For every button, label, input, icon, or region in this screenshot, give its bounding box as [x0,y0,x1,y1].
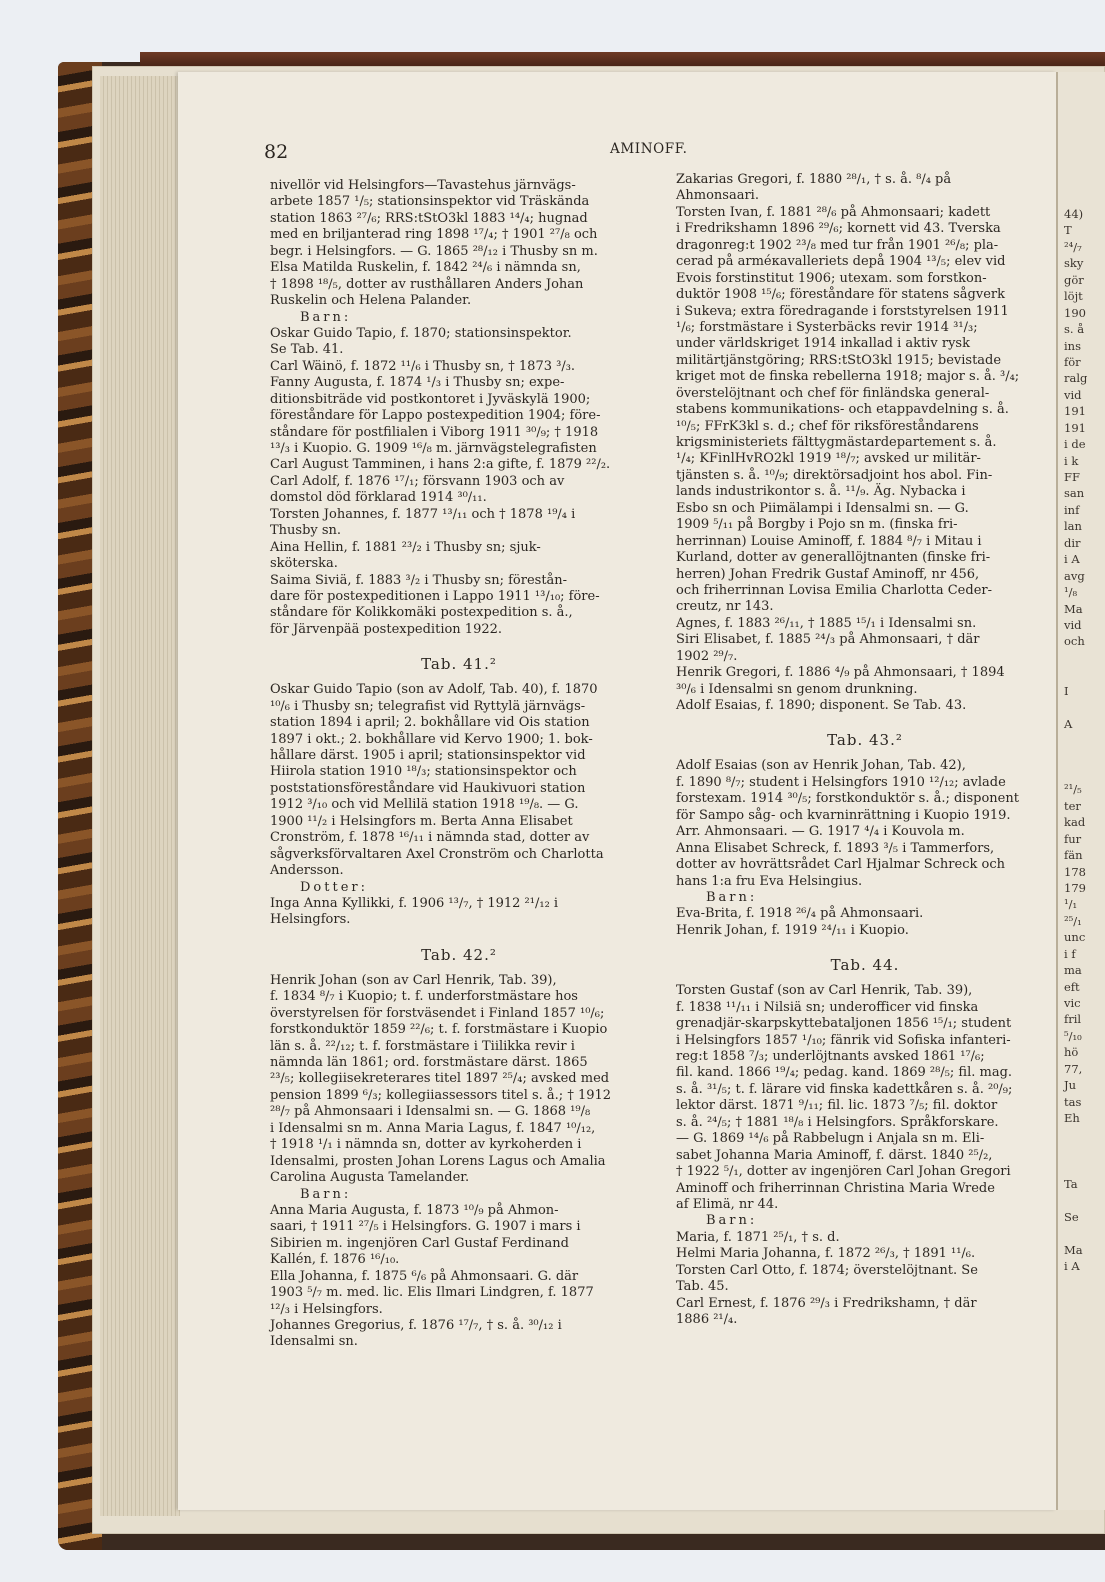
page-number: 82 [264,141,289,163]
text-line: i Idensalmi sn m. Anna Maria Lagus, f. 1847 ¹⁰/₁₂, [270,1120,596,1136]
text-line: Ruskelin och Helena Palander. [270,293,472,309]
text-line: hans 1:a fru Eva Helsingius. [676,873,863,889]
text-line: forstkonduktör 1859 ²²/₆; t. f. forstmästare i Kuopio [270,1022,608,1038]
facing-page-fragment-line: ²⁵/₁ [1064,913,1082,928]
facing-page-fragment-line: vid [1064,617,1082,632]
facing-page-fragment-line [1064,1192,1105,1208]
facing-page-fragment-line: Se [1064,1209,1079,1224]
facing-page-fragment-line: fur [1064,831,1082,846]
tab41-entries [270,682,648,929]
text-line: Hiirola station 1910 ¹⁸/₃; stationsinspektor och [270,764,577,780]
page-edges [100,76,180,1516]
text-line: Kurland, dotter av generallöjtnanten (finske fri- [676,550,991,566]
text-line: tjänsten s. å. ¹⁰/₉; direktörsadjoint hos abol. Fin- [676,467,993,483]
text-line: Saima Siviä, f. 1883 ³/₂ i Thusby sn; förestån- [270,572,568,588]
facing-page-fragment-line: fän [1064,848,1083,863]
facing-page-fragment-line [1064,732,1105,748]
text-line: Henrik Johan, f. 1919 ²⁴/₁₁ i Kuopio. [676,922,909,938]
text-line: reg:t 1858 ⁷/₃; underlöjtnants avsked 1861 ¹⁷/₆; [676,1049,985,1064]
facing-page-fragment-line [1064,666,1105,682]
facing-page-fragment-line: ¹/₁ [1064,897,1078,912]
facing-page-fragment-line: i de [1064,437,1086,452]
text-line: 1902 ²⁹/₇. [676,648,738,664]
facing-page-fragment-line: ma [1064,963,1082,978]
facing-page-fragment-line: ⁵/₁₀ [1064,1028,1082,1043]
facing-page-fragment-line: dir [1064,535,1081,550]
text-line: under världskriget 1914 inkallad i aktiv rysk [676,336,970,352]
facing-page-fragment-line: 44) [1064,207,1084,221]
text-line: cerad på arméкavalleriets depå 1904 ¹³/₅; elev vid [676,254,1006,270]
text-line: Sibirien m. ingenjören Carl Gustaf Ferdinand [270,1235,569,1251]
facing-page-fragment-line: för [1064,354,1081,369]
running-head: AMINOFF. [610,141,688,157]
facing-page-fragment-line: sky [1064,256,1084,271]
text-line: Torsten Gustaf (son av Carl Henrik, Tab. 39), [676,983,973,999]
facing-page-fragment-line: san [1064,486,1085,501]
facing-page-fragment-line: unc [1064,930,1086,945]
text-line: Idensalmi sn. [270,1334,358,1350]
text-line: Aina Hellin, f. 1881 ²³/₂ i Thusby sn; sjuk- [270,539,541,555]
facing-page-fragment-line [1064,1143,1105,1159]
facing-page-fragment-line: Ma [1064,1242,1083,1257]
text-line: i Fredrikshamn 1896 ²⁹/₆; kornett vid 43. Tverska [676,221,1001,237]
text-line: län s. å. ²²/₁₂; t. f. forstmästare i Tiilikka revir i [270,1038,575,1054]
text-line: dotter av hovrättsrådet Carl Hjalmar Schreck och [676,857,1005,873]
text-line: Eva-Brita, f. 1918 ²⁶/₄ på Ahmonsaari. [676,906,924,922]
text-line: f. 1890 ⁸/₇; student i Helsingfors 1910 ¹²/₁₂; avlade [676,774,1006,790]
facing-page-fragment-line: ¹/₈ [1064,585,1078,600]
text-line: ditionsbiträde vid postkontoret i Jyväskylä 1900; [270,391,591,407]
facing-page-fragment-line: 178 [1064,864,1086,879]
text-line: 1886 ²¹/₄. [676,1312,738,1327]
text-line: Arr. Ahmonsaari. — G. 1917 ⁴/₄ i Kouvola m. [676,824,965,840]
text-line: ³⁰/₆ i Idensalmi sn genom drunkning. [676,681,918,697]
text-line: krigsministeriets fälttygmästardepartement s. å. [676,435,997,450]
left-column [270,178,648,1351]
text-line: Carolina Augusta Tamelander. [270,1170,470,1186]
text-line: Barn: [300,1186,352,1202]
text-line: 1912 ³/₁₀ och vid Mellilä station 1918 ¹⁹/₈. — G. [270,797,579,813]
text-line: Evois forstinstitut 1906; utexam. som forstkon- [676,270,987,286]
facing-page-fragment-line: i A [1064,552,1080,567]
facing-page-fragment-line: och [1064,634,1085,649]
text-line: Kallén, f. 1876 ¹⁶/₁₀. [270,1252,400,1268]
text-line: Torsten Carl Otto, f. 1874; överstelöjtnant. Se [676,1262,978,1278]
text-line: ²³/₅; kollegiisekreterares titel 1897 ²⁵/₄; avsked med [270,1071,610,1087]
text-line: Fanny Augusta, f. 1874 ¹/₃ i Thusby sn; expe- [270,375,565,391]
text-line: ¹⁰/₅; FFrK3kl s. d.; chef för riksföreståndarens [676,418,979,434]
text-line: Barn: [300,309,352,325]
text-line: Idensalmi, prosten Johan Lorens Lagus och Amalia [270,1153,606,1169]
text-line: i Helsingfors 1857 ¹/₁₀; fänrik vid Sofiska infanteri- [676,1032,1011,1048]
text-line: s. å. ³¹/₅; t. f. lärare vid finska kadettkåren s. å. ²⁰/₉; [676,1081,1013,1097]
facing-page-fragment-line: vic [1064,996,1081,1010]
text-line: herren) Johan Fredrik Gustaf Aminoff, nr 456, [676,566,980,582]
text-line: creutz, nr 143. [676,599,774,615]
text-line: överstyrelsen för forstväsendet i Finland 1857 ¹⁰/₆; [270,1005,605,1021]
text-line: Adolf Esaias (son av Henrik Johan, Tab. 42), [676,758,966,774]
facing-page-fragment-line: s. å [1064,322,1085,337]
tab41-heading: Tab. 41.² [421,655,497,674]
tab43-heading: Tab. 43.² [827,731,903,750]
text-line: ståndare för Kolikkomäki postexpedition s. å., [270,605,573,621]
facing-page-fragment-line: löjt [1064,289,1083,304]
text-line: † 1922 ⁵/₁, dotter av ingenjören Carl Johan Gregori [676,1164,1011,1180]
text-line: Esbo sn och Piimälampi i Idensalmi sn. — G. [676,500,969,516]
text-line: Carl Wäinö, f. 1872 ¹¹/₆ i Thusby sn, † 1873 ³/₃. [270,358,576,374]
facing-page-fragment-line: ralg [1064,371,1088,386]
text-line: domstol död förklarad 1914 ³⁰/₁₁. [270,490,487,506]
text-line: överstelöjtnant och chef för finländska general- [676,385,990,401]
text-line: Inga Anna Kyllikki, f. 1906 ¹³/₇, † 1912 ²¹/₁₂ i [270,895,559,911]
right-column-entries [676,172,1054,714]
text-line: nivellör vid Helsingfors—Tavastehus järnvägs- [270,178,576,193]
text-line: Oskar Guido Tapio (son av Adolf, Tab. 40), f. 1870 [270,682,598,698]
cover-top-edge [140,52,1105,66]
text-line: herrinnan) Louise Aminoff, f. 1884 ⁸/₇ i Mitau i [676,533,982,549]
text-line: Anna Maria Augusta, f. 1873 ¹⁰/₉ på Ahmon- [270,1202,559,1218]
text-line: Thusby sn. [270,523,342,539]
facing-page-fragment-line: Eh [1064,1111,1080,1126]
text-line: † 1918 ¹/₁ i nämnda sn, dotter av kyrkoherden i [270,1137,582,1153]
text-line: pension 1899 ⁶/₃; kollegiiassessors titel s. å.; † 1912 [270,1087,612,1103]
text-line: begr. i Helsingfors. — G. 1865 ²⁸/₁₂ i Thusby sn m. [270,243,598,259]
facing-page-fragment-line [1064,699,1105,715]
text-line: sköterska. [270,556,338,572]
text-line: ²⁸/₇ på Ahmonsaari i Idensalmi sn. — G. 1868 ¹⁹/₈ [270,1104,591,1120]
tab42-entries [270,973,648,1351]
text-line: och friherrinnan Lovisa Emilia Charlotta Ceder- [676,582,992,598]
facing-page-fragment-line: 191 [1064,420,1086,435]
text-line: Torsten Ivan, f. 1881 ²⁸/₆ på Ahmonsaari; kadett [676,204,991,220]
facing-page-fragment-line [1064,1225,1105,1241]
text-line: ¹²/₃ i Helsingfors. [270,1301,383,1317]
facing-page-fragment [1056,72,1105,1510]
facing-page-fragment-line: kad [1064,815,1086,830]
tab44-entries [676,983,1054,1328]
left-column-entries [270,178,648,638]
facing-page-fragment-line: gör [1064,272,1084,287]
text-line: Andersson. [270,863,344,879]
text-line: Henrik Gregori, f. 1886 ⁴/₉ på Ahmonsaari, † 1894 [676,665,1005,681]
text-line: Carl Adolf, f. 1876 ¹⁷/₁; försvann 1903 och av [270,473,565,489]
text-line: Johannes Gregorius, f. 1876 ¹⁷/₇, † s. å. ³⁰/₁₂ i [270,1318,562,1333]
text-line: Cronström, f. 1878 ¹⁶/₁₁ i nämnda stad, dotter av [270,830,590,846]
text-line: för Sampo såg- och kvarninrättning i Kuopio 1919. [676,807,1011,823]
text-line: dragonreg:t 1902 ²³/₈ med tur från 1901 ²⁶/₈; pla- [676,237,999,253]
facing-page-fragment-line: ins [1064,338,1081,353]
text-line: Dotter: [300,879,368,895]
facing-page-fragment-line: i f [1064,946,1076,961]
facing-page-fragment-line [1064,1127,1105,1143]
text-line: Se Tab. 41. [270,342,344,358]
text-line: Anna Elisabet Schreck, f. 1893 ³/₅ i Tammerfors, [676,840,995,856]
text-line: grenadjär-skarpskyttebataljonen 1856 ¹⁵/₁; student [676,1016,1012,1032]
facing-page-text [1064,206,1105,1274]
facing-page-fragment-line: ²¹/₅ [1064,782,1082,797]
text-line: Ella Johanna, f. 1875 ⁶/₆ på Ahmonsaari. G. där [270,1268,579,1284]
text-line: af Elimä, nr 44. [676,1196,779,1212]
text-line: † 1898 ¹⁸/₅, dotter av rusthållaren Anders Johan [270,276,584,292]
text-line: Helsingfors. [270,912,351,928]
text-line: — G. 1869 ¹⁴/₆ på Rabbelugn i Anjala sn m. Eli- [676,1131,985,1147]
text-line: forstexam. 1914 ³⁰/₅; forstkonduktör s. å.; disponent [676,791,1019,807]
text-line: station 1894 i april; 2. bokhållare vid Ois station [270,715,590,731]
facing-page-fragment-line [1064,650,1105,666]
facing-page-fragment-line: eft [1064,979,1080,994]
facing-page-fragment-line: vid [1064,387,1082,402]
facing-page-fragment-line: Ma [1064,601,1083,616]
tab42-heading: Tab. 42.² [421,945,497,964]
facing-page-fragment-line: I [1064,683,1069,698]
text-line: Torsten Johannes, f. 1877 ¹³/₁₁ och † 1878 ¹⁹/₄ i [270,506,576,522]
text-line: Carl Ernest, f. 1876 ²⁹/₃ i Fredrikshamn, † där [676,1295,977,1311]
text-line: station 1863 ²⁷/₆; RRS:tStO3kl 1883 ¹⁴/₄; hugnad [270,210,588,226]
facing-page-fragment-line: A [1064,716,1073,731]
text-line: ¹³/₃ i Kuopio. G. 1909 ¹⁶/₈ m. järnvägstelegrafisten [270,441,597,456]
facing-page-fragment-line [1064,1159,1105,1175]
text-line: s. å. ²⁴/₅; † 1881 ¹⁸/₈ i Helsingfors. Språkforskare. [676,1114,999,1130]
text-line: 1897 i okt.; 2. bokhållare vid Kervo 1900; 1. bok- [270,731,593,747]
facing-page-fragment-line: ter [1064,798,1081,813]
text-line: lands industrikontor s. å. ¹¹/₉. Äg. Nybacka i [676,484,966,500]
text-line: ¹/₆; forstmästare i Systerbäcks revir 1914 ³¹/₃; [676,319,978,335]
facing-page-fragment-line: inf [1064,502,1080,517]
text-line: Ahmonsaari. [676,188,759,204]
text-line: Aminoff och friherrinnan Christina Maria Wrede [676,1180,995,1196]
facing-page-fragment-line: ²⁴/₇ [1064,239,1082,254]
text-line: i Sukeva; extra föredragande i forststyrelsen 1911 [676,303,1009,319]
tab43-entries [676,758,1054,939]
text-line: ¹⁰/₆ i Thusby sn; telegrafist vid Ryttylä järnvägs- [270,698,586,714]
text-line: f. 1834 ⁸/₇ i Kuopio; t. f. underforstmästare hos [270,989,578,1005]
text-line: Carl August Tamminen, i hans 2:a gifte, f. 1879 ²²/₂. [270,457,611,473]
text-line: Tab. 45. [676,1279,729,1295]
facing-page-fragment-line [1064,748,1105,764]
facing-page-fragment-line: avg [1064,568,1085,583]
facing-page-fragment-line: 191 [1064,404,1086,419]
text-line: sabet Johanna Maria Aminoff, f. därst. 1840 ²⁵/₂, [676,1147,993,1163]
text-line: hållare därst. 1905 i april; stationsinspektor vid [270,748,586,763]
text-line: nämnda län 1861; ord. forstmästare därst. 1865 [270,1055,588,1070]
text-line: föreståndare för Lappo postexpedition 1904; före- [270,408,601,424]
text-line: 1909 ⁵/₁₁ på Borgby i Pojo sn m. (finska fri- [676,517,958,533]
facing-page-fragment-line: tas [1064,1094,1082,1109]
facing-page-fragment-line: fril [1064,1012,1082,1027]
text-line: Henrik Johan (son av Carl Henrik, Tab. 39), [270,972,557,988]
text-line: duktör 1908 ¹⁵/₆; föreståndare för statens sågverk [676,287,1005,303]
tab44-heading: Tab. 44. [830,956,900,975]
text-line: stabens kommunikations- och etappavdelning s. å. [676,402,1009,418]
facing-page-fragment-line: i k [1064,453,1079,468]
text-line: 1900 ¹¹/₂ i Helsingfors m. Berta Anna Elisabet [270,813,573,829]
text-line: Barn: [706,1213,758,1229]
text-line: Barn: [706,889,758,905]
facing-page-fragment-line: Ta [1064,1176,1078,1191]
facing-page-fragment-line: T [1064,223,1072,238]
facing-page-fragment-line: i A [1064,1259,1080,1273]
facing-page-fragment-line: hö [1064,1045,1079,1060]
text-line: saari, † 1911 ²⁷/₅ i Helsingfors. G. 1907 i mars i [270,1219,581,1235]
facing-page-fragment-line: Ju [1064,1078,1077,1093]
text-line: dare för postexpeditionen i Lappo 1911 ¹³/₁₀; före- [270,588,600,604]
text-line: kriget mot de finska rebellerna 1918; major s. å. ³/₄; [676,369,1020,385]
text-line: Oskar Guido Tapio, f. 1870; stationsinspektor. [270,325,572,341]
text-line: f. 1838 ¹¹/₁₁ i Nilsiä sn; underofficer vid finska [676,999,979,1015]
right-column [676,172,1054,1328]
text-line: ¹/₄; KFinlHvRO2kl 1919 ¹⁸/₇; avsked ur militär- [676,451,981,467]
text-line: Elsa Matilda Ruskelin, f. 1842 ²⁴/₆ i nämnda sn, [270,260,581,276]
facing-page-fragment-line: 77, [1064,1061,1083,1076]
facing-page-fragment-line: FF [1064,470,1080,484]
text-line: poststationsföreståndare vid Haukivuori station [270,780,586,796]
text-line: lektor därst. 1871 ⁹/₁₁; fil. lic. 1873 ⁷/₅; fil. doktor [676,1098,998,1114]
facing-page-fragment-line: 179 [1064,880,1086,895]
facing-page-fragment-line [1064,765,1105,781]
text-line: Siri Elisabet, f. 1885 ²⁴/₃ på Ahmonsaari, † där [676,632,980,648]
text-line: 1903 ⁵/₇ m. med. lic. Elis Ilmari Lindgren, f. 1877 [270,1285,594,1301]
text-line: Maria, f. 1871 ²⁵/₁, † s. d. [676,1229,840,1245]
facing-page-fragment-line: lan [1064,519,1082,534]
text-line: sågverksförvaltaren Axel Cronström och Charlotta [270,846,604,862]
text-line: militärtjänstgöring; RRS:tStO3kl 1915; bevistade [676,352,1002,368]
text-line: Zakarias Gregori, f. 1880 ²⁸/₁, † s. å. ⁸/₄ på [676,172,952,187]
text-line: för Järvenpää postexpedition 1922. [270,621,503,637]
text-line: Helmi Maria Johanna, f. 1872 ²⁶/₃, † 1891 ¹¹/₆. [676,1246,976,1262]
text-line: ståndare för postfilialen i Viborg 1911 ³⁰/₉; † 1918 [270,424,599,440]
text-line: med en briljanterad ring 1898 ¹⁷/₄; † 1901 ²⁷/₈ och [270,227,598,243]
text-line: arbete 1857 ¹/₅; stationsinspektor vid Träskända [270,194,590,210]
facing-page-fragment-line: 190 [1064,305,1086,320]
text-line: Agnes, f. 1883 ²⁶/₁₁, † 1885 ¹⁵/₁ i Idensalmi sn. [676,615,977,631]
text-line: fil. kand. 1866 ¹⁹/₄; pedag. kand. 1869 ²⁸/₅; fil. mag. [676,1065,1013,1081]
text-line: Adolf Esaias, f. 1890; disponent. Se Tab. 43. [676,698,967,713]
